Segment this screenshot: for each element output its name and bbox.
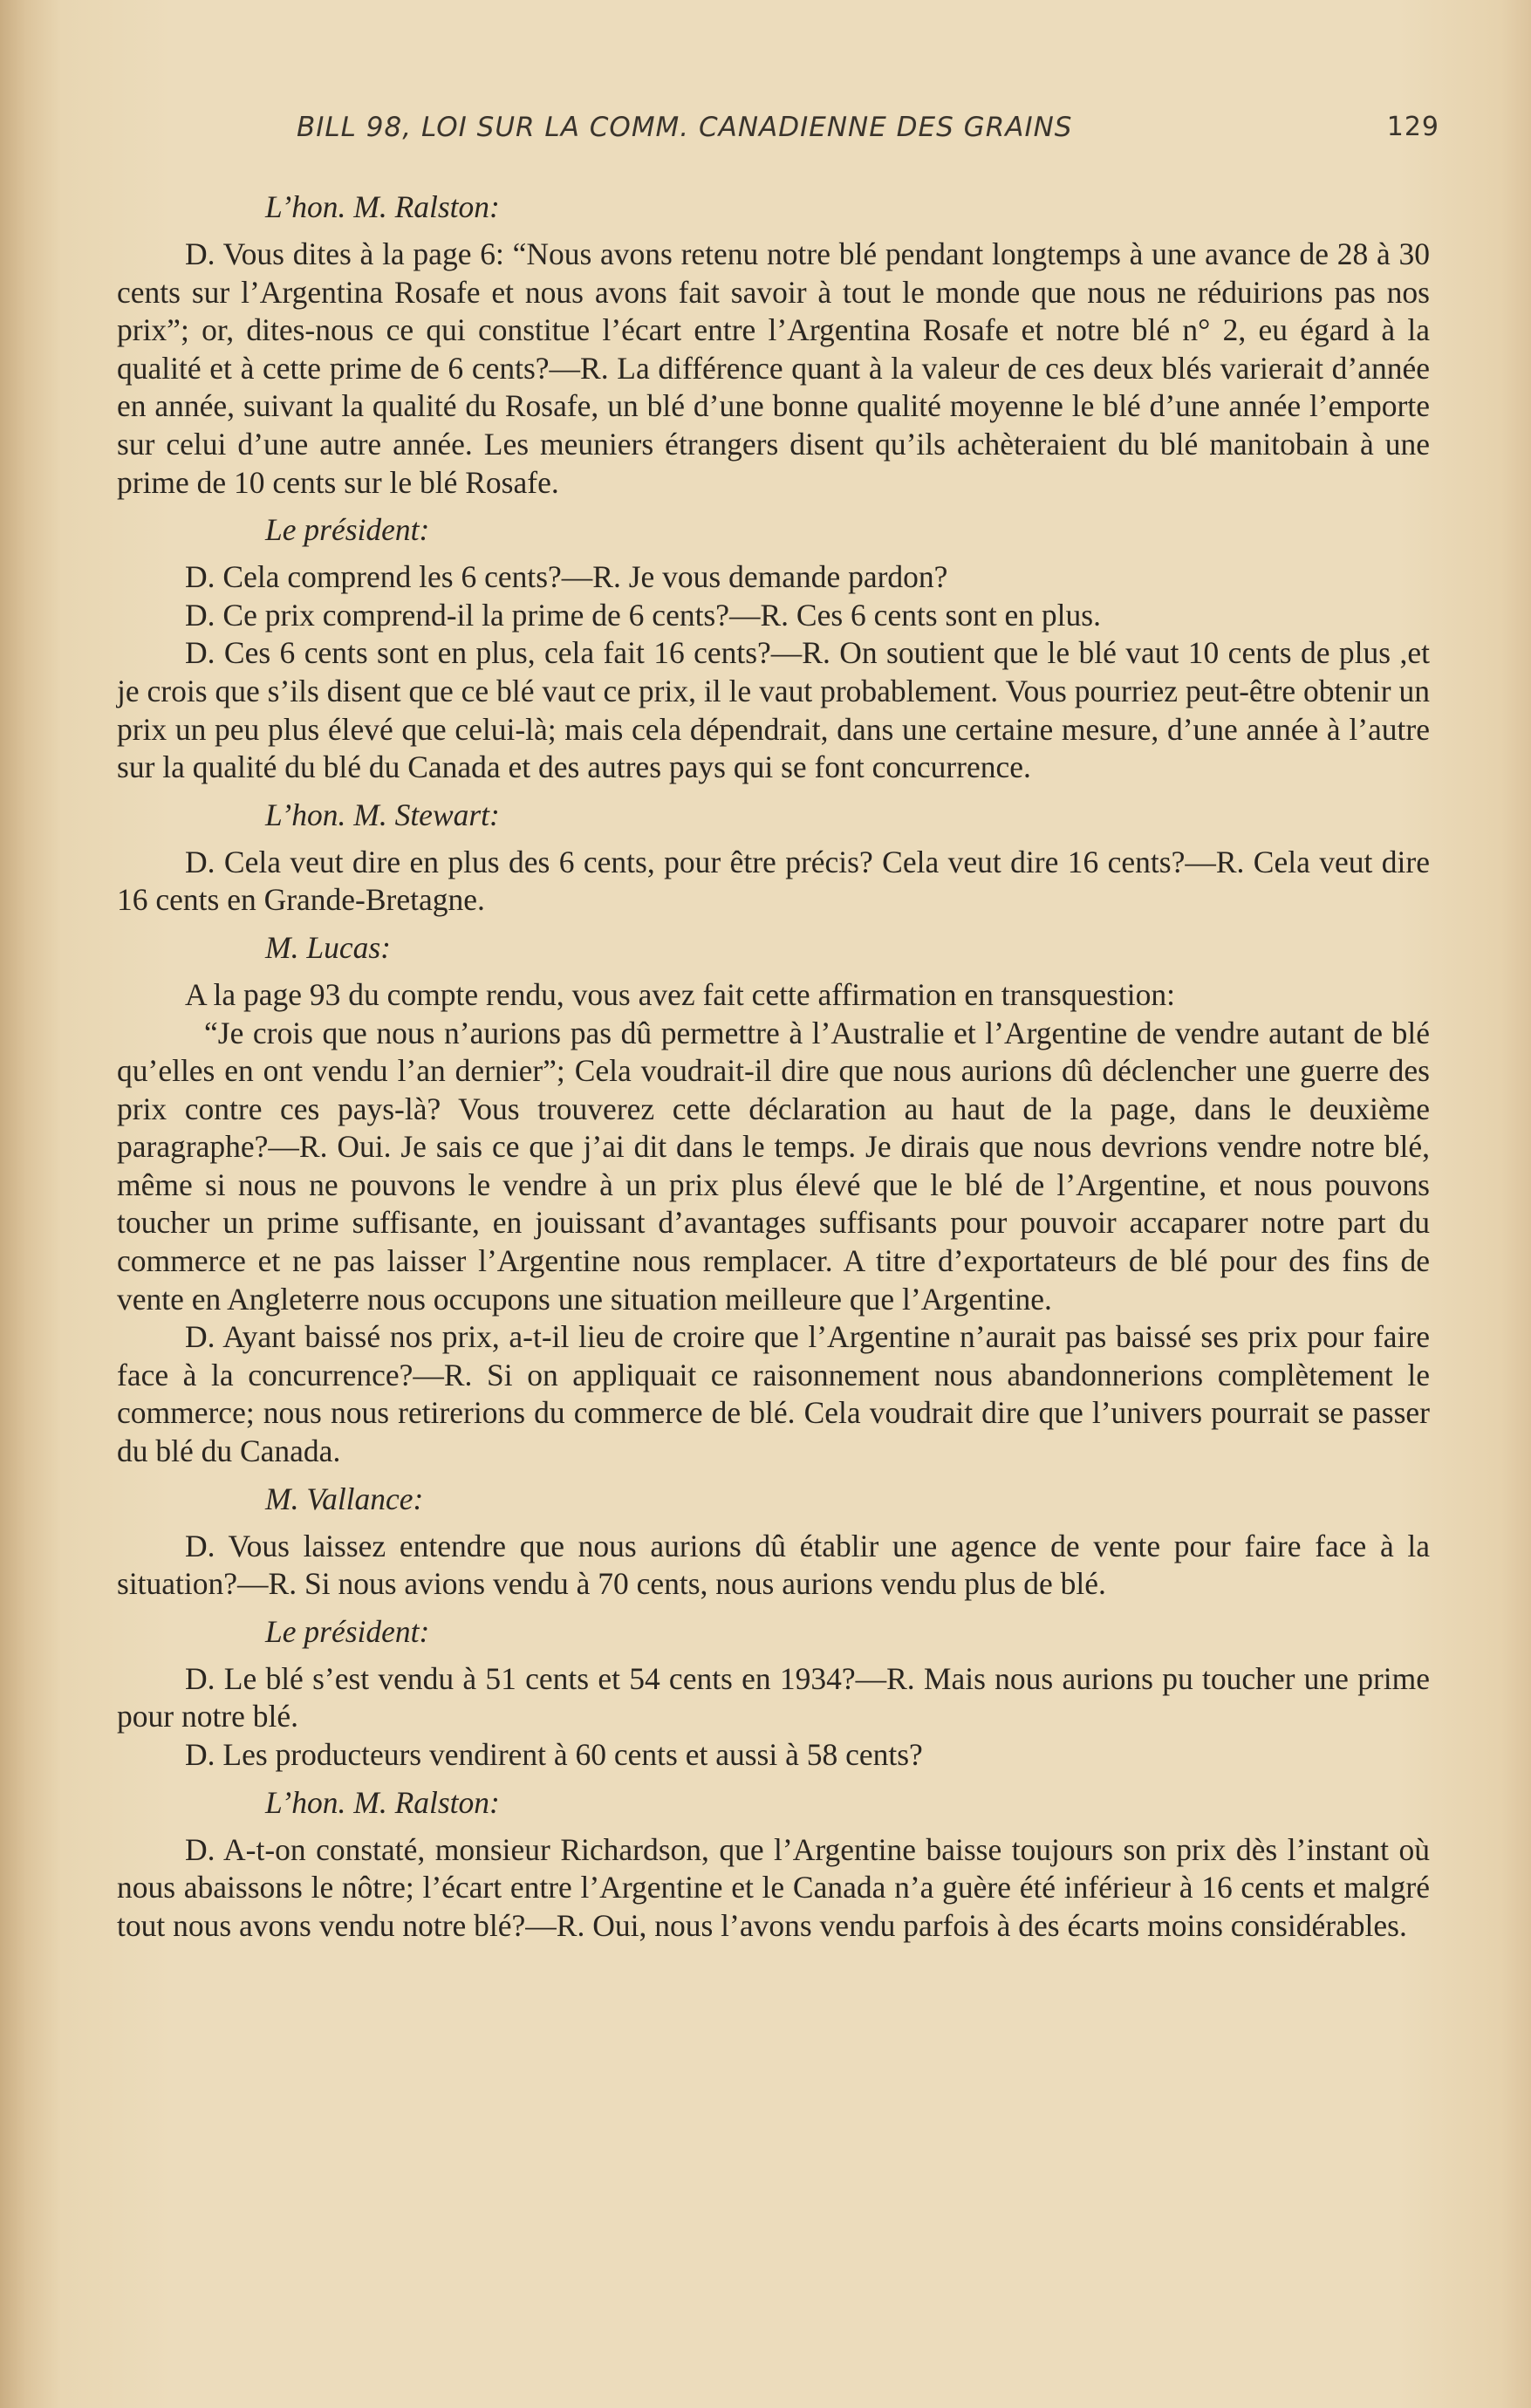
speaker-label: M. Vallance: [265,1481,424,1516]
speaker-label: Le président: [265,1613,430,1649]
paragraph: D. Vous laissez entendre que nous aurions dû établir une agence de vente pour faire face à la situation?—R. Si nous avions vendu à 70 cents, nous aurions vendu plus de blé. [117,1528,1430,1602]
page-number: 129 [1386,112,1439,142]
paragraph: D. Les producteurs vendirent à 60 cents et aussi à 58 cents? [185,1737,923,1772]
paragraph: D. Ayant baissé nos prix, a-t-il lieu de croire que l’Argentine n’aurait pas baissé ses prix pour faire face à la concurrence?—R. Si on appliquait ce raisonnement nous abandonnerions complètement le commerce; nous nous retirerions du commerce de blé. Cela voudrait dire que l’univers pourrait se passer du blé du Canada. [117,1319,1430,1469]
page-body [117,179,1430,1945]
running-header [297,112,1439,155]
paragraph: D. Cela veut dire en plus des 6 cents, pour être précis? Cela veut dire 16 cents?—R. Cela veut dire 16 cents en Grande-Bretagne. [117,844,1430,918]
quoted-paragraph: “Je crois que nous n’aurions pas dû permettre à l’Australie et l’Argentine de vendre autant de blé qu’elles en ont vendu l’an dernier”; Cela voudrait-il dire que nous aurions dû déclencher une guerre des prix contre ces pays-là? Vous trouverez cette déclaration au haut de la page, dans le deuxième paragraphe?—R. Oui. Je sais ce que j’ai dit dans le temps. Je dirais que nous devrions vendre notre blé, même si nous ne pouvons le vendre à un prix plus élevé que le blé de l’Argentine, et nous pouvons toucher un prime suffisante, en jouissant d’avantages suffisants pour pouvoir accaparer notre part du commerce et ne pas laisser l’Argentine nous remplacer. A titre d’exportateurs de blé pour des fins de vente en Angleterre nous occupons une situation meilleure que l’Argentine. [117,1015,1430,1317]
paragraph: D. Ces 6 cents sont en plus, cela fait 16 cents?—R. On soutient que le blé vaut 10 cents de plus ,et je crois que s’ils disent que ce blé vaut ce prix, il le vaut probablement. Vous pourriez peut-être obtenir un prix un peu plus élevé que celui-là; mais cela dépendrait, dans une certaine mesure, d’une année à l’autre sur la qualité du blé du Canada et des autres pays qui se font concurrence. [117,635,1430,785]
paragraph: A la page 93 du compte rendu, vous avez fait cette affirmation en transquestion: [185,976,1175,1012]
running-title: BILL 98, LOI SUR LA COMM. CANADIENNE DES GRAINS [297,112,1073,143]
paragraph: D. A-t-on constaté, monsieur Richardson, que l’Argentine baisse toujours son prix dès l’instant où nous abaissons le nôtre; l’écart entre l’Argentine et le Canada n’a guère été inférieur à 16 cents et malgré tout nous avons vendu notre blé?—R. Oui, nous l’avons vendu parfois à des écarts moins considérables. [117,1831,1430,1943]
paragraph: D. Le blé s’est vendu à 51 cents et 54 cents en 1934?—R. Mais nous aurions pu toucher une prime pour notre blé. [117,1660,1430,1734]
paragraph: D. Ce prix comprend-il la prime de 6 cents?—R. Ces 6 cents sont en plus. [185,597,1101,633]
speaker-label: L’hon. M. Stewart: [265,797,500,832]
paragraph: D. Vous dites à la page 6: “Nous avons retenu notre blé pendant longtemps à une avance de 28 à 30 cents sur l’Argentina Rosafe et nous avons fait savoir à tout le monde que nous ne réduirions pas nos prix”; or, dites-nous ce qui constitue l’écart entre l’Argentina Rosafe et notre blé n° 2, eu égard à la qualité et à cette prime de 6 cents?—R. La différence quant à la valeur de ces deux blés varierait d’année en année, suivant la qualité du Rosafe, un blé d’une bonne qualité moyenne le blé d’une année l’emporte sur celui d’une autre année. Les meuniers étrangers disent qu’ils achèteraient du blé manitobain à une prime de 10 cents sur le blé Rosafe. [117,236,1430,500]
speaker-label: Le président: [265,512,430,548]
speaker-label: M. Lucas: [265,929,391,965]
paragraph: D. Cela comprend les 6 cents?—R. Je vous demande pardon? [185,559,948,595]
speaker-label: L’hon. M. Ralston: [265,189,500,224]
speaker-label: L’hon. M. Ralston: [265,1784,500,1820]
